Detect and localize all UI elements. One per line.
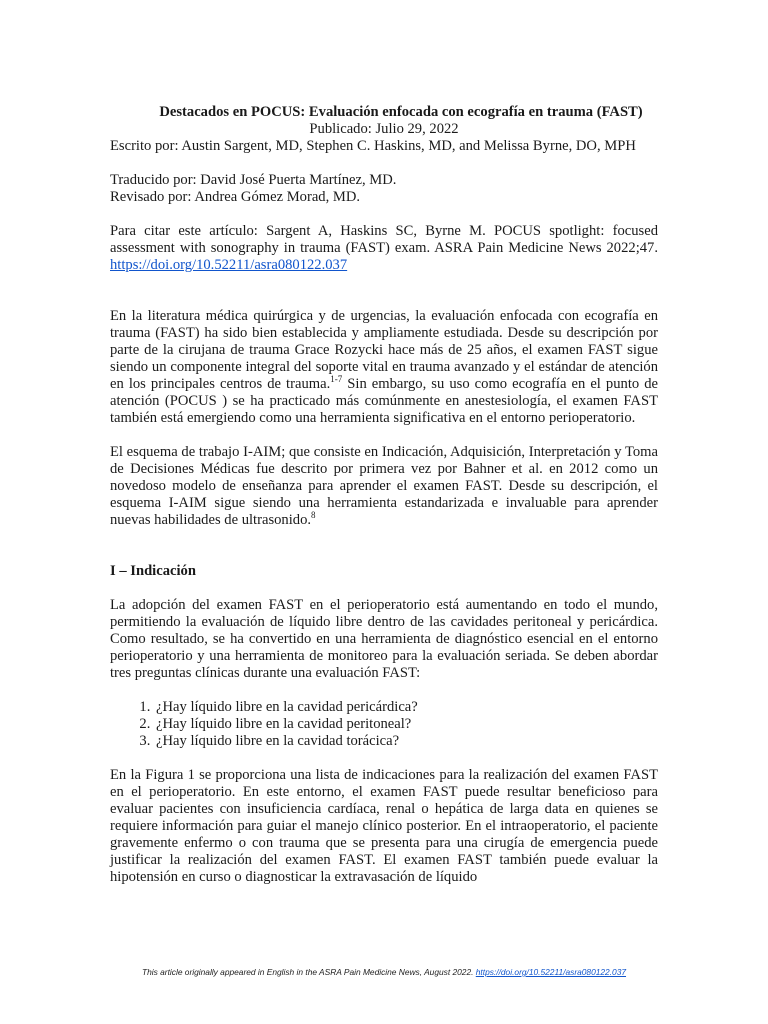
intro-paragraph-2 (110, 444, 658, 529)
citation-paragraph (110, 223, 658, 274)
section1-paragraph-2: En la Figura 1 se proporciona una lista de indicaciones para la realización del examen FAST en el perioperatorio. En este entorno, el examen FAST puede resultar beneficioso para evaluar pacientes con insuficiencia cardíaca, renal o hepática de larga data en quienes se requiere información para guiar el manejo clínico posterior. En el intraoperatorio, el paciente gravemente enfermo o con trauma que se presenta para una cirugía de emergencia puede justificar la realización del examen FAST. El examen FAST también puede evaluar la hipotensión en curso o diagnosticar la extravasación de líquido (110, 767, 658, 885)
list-item: 3. ¿Hay líquido libre en la cavidad torácica? (154, 733, 658, 750)
translator-line: Traducido por: David José Puerta Martínez, MD. (110, 172, 397, 188)
article-title: Destacados en POCUS: Evaluación enfocada con ecografía en trauma (FAST) (159, 104, 643, 120)
intro-p1-text-b: Sin embargo, su uso como ecografía en el punto de atención (POCUS ) se ha practicado más comúnmente en anestesiología, el examen FAST también está emergiendo como una herramienta significativa en el entorno perioperatorio. (110, 376, 658, 426)
section1-paragraph-1: La adopción del examen FAST en el perioperatorio está aumentando en todo el mundo, permitiendo la evaluación de líquido libre dentro de las cavidades peritoneal y pericárdica. Como resultado, se ha convertido en una herramienta de diagnóstico esencial en el entorno perioperatorio y una herramienta de monitoreo para la evaluación seriada. Se deben abordar tres preguntas clínicas durante una evaluación FAST: (110, 597, 658, 681)
citation-text: Para citar este artículo: Sargent A, Haskins SC, Byrne M. POCUS spotlight: focused assessment with sonography in trauma (FAST) exam. ASRA Pain Medicine News 2022;47. (110, 223, 658, 256)
document-page (110, 104, 658, 886)
list-item: 1. ¿Hay líquido libre en la cavidad pericárdica? (154, 699, 658, 716)
page-footer (0, 966, 768, 978)
reference-superscript: 1-7 (330, 374, 343, 385)
published-date: Publicado: Julio 29, 2022 (309, 121, 459, 137)
intro-p1-text-a: En la literatura médica quirúrgica y de urgencias, la evaluación enfocada con ecografía en trauma (FAST) ha sido bien establecida y ampliamente estudiada. Desde su descripción por parte de la cirujana de trauma Grace Rozycki hace más de 25 años, el examen FAST sigue siendo un componente integral del soporte vital en trauma avanzado y el estándar de atención en los principales centros de trauma. (110, 308, 658, 392)
intro-p2-text: El esquema de trabajo I-AIM; que consiste en Indicación, Adquisición, Interpretación y Toma de Decisiones Médicas fue descrito por primera vez por Bahner et al. en 2012 como un novedoso modelo de enseñanza para aprender el examen FAST. Desde su descripción, el esquema I-AIM sigue siendo una herramienta estandarizada e invaluable para aprender nuevas habilidades de ultrasonido. (110, 444, 658, 528)
clinical-questions-list (110, 699, 658, 750)
reviewer-line: Revisado por: Andrea Gómez Morad, MD. (110, 189, 361, 205)
footer-text: This article originally appeared in English in the ASRA Pain Medicine News, August 2022. (141, 967, 476, 977)
section-heading-indicacion: I – Indicación (110, 563, 196, 579)
intro-paragraph-1 (110, 308, 658, 427)
reference-superscript: 8 (311, 510, 316, 521)
citation-doi-link[interactable]: https://doi.org/10.52211/asra080122.037 (110, 257, 348, 273)
list-item: 2. ¿Hay líquido libre en la cavidad peritoneal? (154, 716, 658, 733)
authors-line: Escrito por: Austin Sargent, MD, Stephen C. Haskins, MD, and Melissa Byrne, DO, MPH (110, 138, 636, 154)
footer-doi-link[interactable]: https://doi.org/10.52211/asra080122.037 (475, 967, 627, 977)
